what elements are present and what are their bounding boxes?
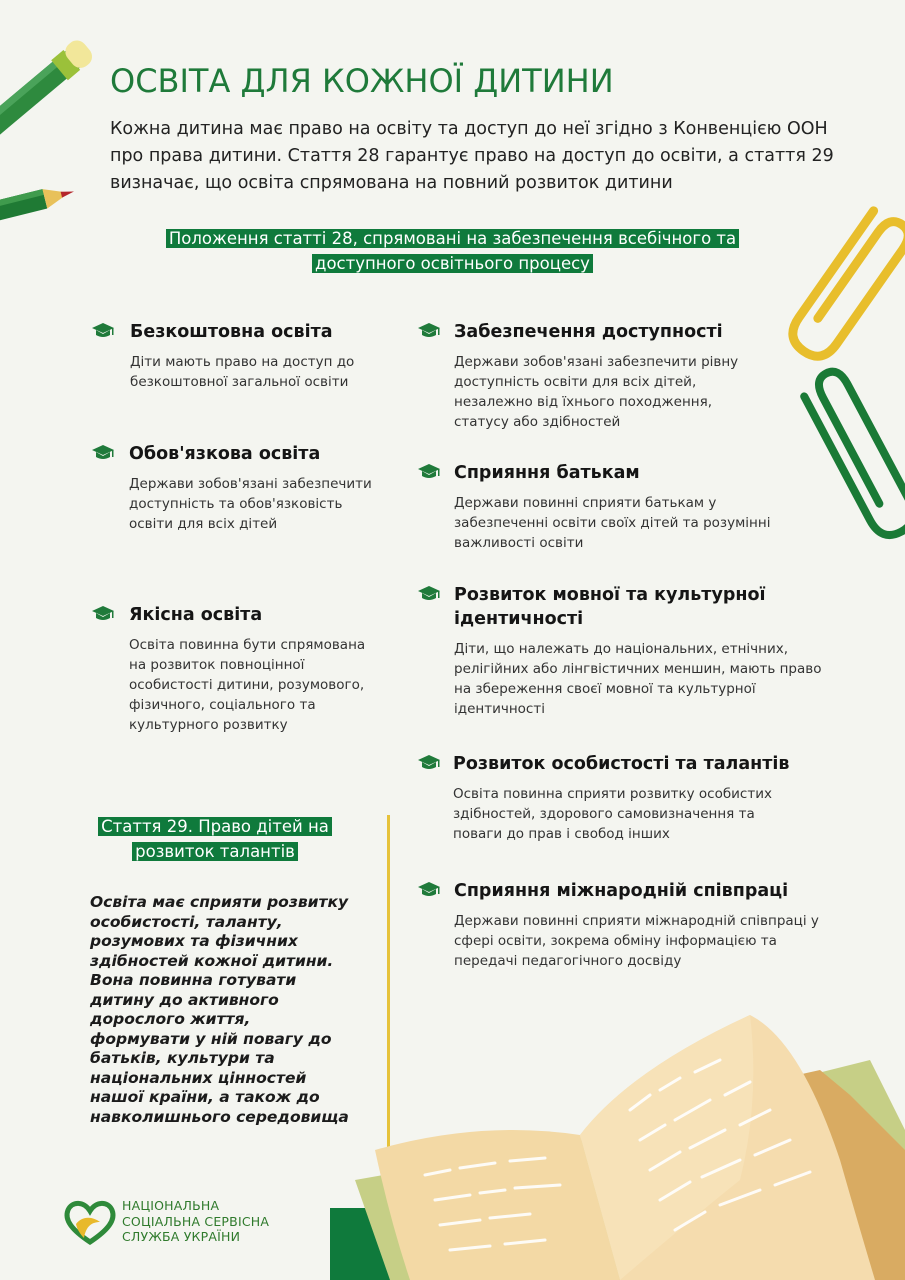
- article-28-heading: [120, 226, 785, 276]
- pencil-icon: [0, 170, 80, 230]
- intro-paragraph: Кожна дитина має право на освіту та доступ до неї згідно з Конвенцією ООН про права дитини. Стаття 28 гарантує право на доступ до освіти, а стаття 29 визначає, що освіта спрямована на повний розвиток дитини: [110, 119, 834, 193]
- item-text: Держави зобов'язані забезпечити рівну доступність освіти для всіх дітей, незалежно від їхнього походження, статусу або здібностей: [454, 354, 739, 430]
- paper-clip-icon: [770, 195, 905, 375]
- item-title: Розвиток особистості та талантів: [453, 754, 790, 774]
- item-title: Сприяння міжнародній співпраці: [454, 881, 789, 901]
- org-line2: СОЦІАЛЬНА СЕРВІСНА: [122, 1213, 270, 1229]
- article-29-text: Освіта має сприяти розвитку особистості, таланту, розумових та фізичних здібностей кожної дитини. Вона повинна готувати дитину до активного дорослого життя, формувати у ній повагу до батьків, культури та національних цінностей нашої країни, а також до навколишнього середовища: [90, 893, 349, 1126]
- item-title: Забезпечення доступності: [454, 322, 723, 342]
- graduation-cap-icon: [418, 322, 440, 340]
- item-text: Держави повинні сприяти міжнародній співпраці у сфері освіти, зокрема обміну інформацією та передачі педагогічного досвіду: [454, 913, 819, 969]
- paper-clip-icon: [800, 360, 905, 560]
- graduation-cap-icon: [418, 463, 440, 481]
- graduation-cap-icon: [418, 585, 440, 603]
- graduation-cap-icon: [92, 605, 114, 623]
- heart-logo-icon: [62, 1198, 118, 1246]
- item-title: Якісна освіта: [129, 605, 263, 625]
- article-29-heading-line1: Стаття 29. Право дітей на: [98, 817, 332, 836]
- item-title: Розвиток мовної та культурної ідентичності: [454, 585, 766, 629]
- graduation-cap-icon: [418, 881, 440, 899]
- article-28-heading-line2: доступного освітнього процесу: [312, 254, 593, 273]
- item-text: Держави повинні сприяти батькам у забезпеченні освіти своїх дітей та розумінні важливості освіти: [454, 495, 771, 551]
- item-title: Обов'язкова освіта: [129, 444, 321, 464]
- article-29-heading-line2: розвиток талантів: [132, 842, 298, 861]
- article-29-heading: [80, 814, 350, 864]
- item-text: Держави зобов'язані забезпечити доступність та обов'язковість освіти для всіх дітей: [129, 476, 372, 532]
- org-line3: СЛУЖБА УКРАЇНИ: [122, 1229, 241, 1244]
- org-line1: НАЦІОНАЛЬНА: [122, 1198, 220, 1213]
- graduation-cap-icon: [92, 322, 114, 340]
- item-title: Безкоштовна освіта: [130, 322, 333, 342]
- open-book-illustration: [330, 1000, 905, 1280]
- page-title: ОСВІТА ДЛЯ КОЖНОЇ ДИТИНИ: [110, 62, 614, 100]
- graduation-cap-icon: [92, 444, 114, 462]
- graduation-cap-icon: [418, 754, 440, 772]
- item-text: Освіта повинна бути спрямована на розвиток повноцінної особистості дитини, розумового, фізичного, соціального та культурного розвитку: [129, 637, 366, 733]
- organization-name: [122, 1198, 322, 1245]
- item-text: Діти, що належать до національних, етнічних, релігійних або лінгвістичних меншин, мають право на збереження своєї мовної та культурної ідентичності: [454, 641, 822, 717]
- article-28-heading-line1: Положення статті 28, спрямовані на забезпечення всебічного та: [166, 229, 739, 248]
- item-text: Освіта повинна сприяти розвитку особистих здібностей, здорового самовизначення та поваги до прав і свобод інших: [453, 786, 772, 842]
- item-text: Діти мають право на доступ до безкоштовної загальної освіти: [130, 354, 355, 390]
- item-title: Сприяння батькам: [454, 463, 640, 483]
